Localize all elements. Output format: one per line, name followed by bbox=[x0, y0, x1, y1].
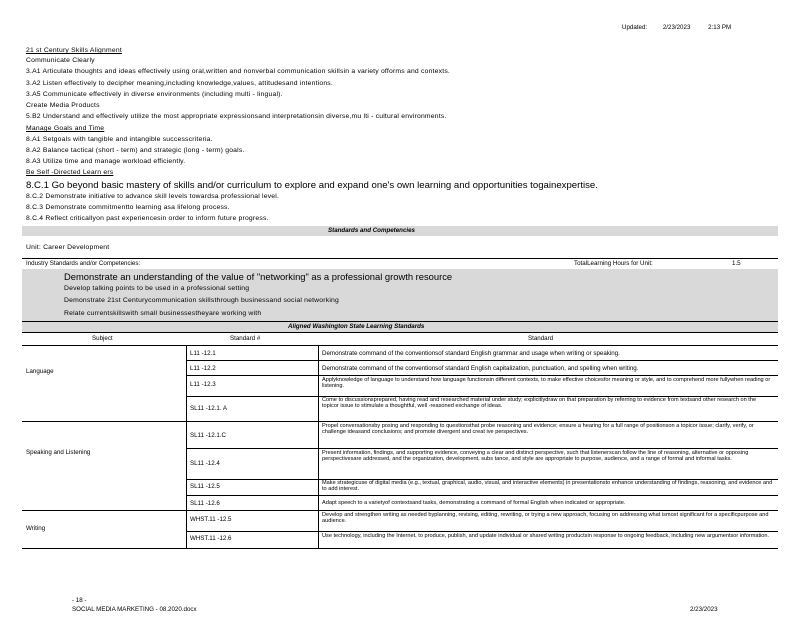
standard-text: Demonstrate command of the conventionsof standard English grammar and usage when writing or speaking. bbox=[322, 350, 620, 357]
skill-item: 8.A2 Balance tactical (short - term) and strategic (long - term) goals. bbox=[26, 147, 245, 154]
standard-text: Applyknowledge of language to understand how language functionsin different contexts, to make effective choicesfor meaning or style, and to comprehend more fullywhen reading or listening. bbox=[322, 377, 771, 390]
skill-item: 8.C.4 Reflect criticallyon past experiencesin order to inform future progress. bbox=[26, 215, 269, 222]
total-hours-label: TotalLearning Hours for Unit: bbox=[574, 260, 653, 267]
standard-code: L11 -12.3 bbox=[190, 381, 216, 388]
industry-label: Industry Standards and/or Competencies: bbox=[26, 260, 141, 267]
standard-text: Come to discussionsprepared, having read and researched material under study; explicitlydraw on that preparation by referring to evidence from textsand other research on the topicor issue to stimulate a thoughtful, well -reasoned exchange of ideas. bbox=[322, 397, 757, 410]
standard-code: SL11 -12.6 bbox=[190, 500, 220, 507]
footer-date: 2/23/2023 bbox=[690, 606, 718, 613]
communicate-heading: Communicate Clearly bbox=[26, 57, 95, 64]
table-rule bbox=[22, 332, 778, 333]
col-standard-num-header: Standard # bbox=[230, 335, 261, 342]
table-rule bbox=[22, 510, 186, 511]
subject-cell: Speaking and Listening bbox=[26, 449, 91, 456]
standard-code: WHST.11 -12.5 bbox=[190, 516, 232, 523]
table-rule bbox=[186, 495, 778, 496]
standard-code: SL11 -12.1.C bbox=[190, 432, 227, 439]
table-rule bbox=[22, 548, 778, 549]
industry-bullet: Demonstrate an understanding of the value of "networking" as a professional growth resource bbox=[64, 271, 453, 282]
skill-item: 8.A3 Utilize time and manage workload efficiently. bbox=[26, 158, 186, 165]
col-standard-header: Standard bbox=[528, 335, 554, 342]
aligned-top-rule bbox=[22, 321, 778, 322]
skill-item: 3.A2 Listen effectively to decipher meaning,including knowledge,values, attitudesand intentions. bbox=[26, 80, 333, 87]
updated-time: 2:13 PM bbox=[708, 24, 732, 31]
table-rule bbox=[22, 421, 186, 422]
standard-text: Propel conversationsby posing and responding to questionsthat probe reasoning and evidence; ensure a hearing for a full range of positionson a topicor issue; clarify, verify, or challenge ideasand conclusions; and promote divergent and creat ive perspectives. bbox=[322, 423, 754, 436]
updated-date: 2/23/2023 bbox=[662, 24, 691, 31]
standard-text: Make strategicuse of digital media (e.g., textual, graphical, audio, visual, and interactive elements) in presentationsto enhance understanding of findings, reasoning, and evidence and to add interest. bbox=[322, 480, 773, 493]
standard-code: L11 -12.1 bbox=[190, 350, 216, 357]
standard-code: SL11 -12.5 bbox=[190, 483, 220, 490]
skill-item: 8.C.3 Demonstrate commitmentto learning asa lifelong process. bbox=[26, 204, 230, 211]
standard-code: WHST.11 -12.6 bbox=[190, 535, 232, 542]
skill-item: 5.B2 Understand and effectively utilize the most appropriate expressionsand interpretationsin diverse,mu lti - cultural environments. bbox=[26, 113, 447, 120]
updated-label: Updated: bbox=[622, 24, 648, 31]
subject-cell: Language bbox=[26, 368, 54, 375]
skill-item: 3.A5 Communicate effectively in diverse environments (including multi - lingual). bbox=[26, 91, 283, 98]
industry-bullet: Develop talking points to be used in a professional setting bbox=[64, 285, 250, 292]
skill-item: 8.A1 Setgoals with tangible and intangible successcriteria. bbox=[26, 136, 213, 143]
industry-bullet: Demonstrate 21st Centurycommunication skillsthrough businessand social networking bbox=[64, 297, 339, 304]
industry-bullet: Relate currentskillswith small businessestheyare working with bbox=[64, 310, 262, 317]
table-rule bbox=[186, 421, 778, 422]
skills-title: 21 st Century Skills Alignment bbox=[26, 47, 122, 54]
col-subject-header: Subject bbox=[92, 335, 113, 342]
table-rule bbox=[186, 448, 778, 449]
footer-doc-name: SOCIAL MEDIA MARKETING - 08.2020.docx bbox=[72, 606, 197, 613]
table-rule bbox=[22, 345, 778, 346]
footer-page-number: - 18 - bbox=[72, 597, 87, 604]
standard-text: Present information, findings, and supporting evidence, conveying a clear and distinct perspective, such that listenerscan follow the line of reasoning, alternative or opposing perspectivesare addressed, and the organization, development, subs tance, and style are appropriate to purpose, audience, and a range of formal and informal tasks. bbox=[322, 450, 749, 463]
standard-code: L11 -12.2 bbox=[190, 365, 216, 372]
standard-code: SL11 -12.4 bbox=[190, 460, 220, 467]
table-rule bbox=[186, 531, 778, 532]
standard-text: Demonstrate command of the conventionsof standard English capitalization, punctuation, and spelling when writing. bbox=[322, 365, 639, 372]
standard-code: SL11 -12.1. A bbox=[190, 405, 228, 412]
skill-item: 8.C.2 Demonstrate initiative to advance skill levels towardsa professional level. bbox=[26, 193, 280, 200]
table-rule bbox=[186, 360, 778, 361]
industry-top-rule bbox=[22, 258, 778, 259]
table-rule bbox=[186, 375, 778, 376]
standards-bar-label: Standards and Competencies bbox=[328, 227, 415, 234]
standard-text: Use technology, including the Internet, to produce, publish, and update individual or shared writing productsin response to ongoing feedback, including new argumentsor information. bbox=[322, 533, 770, 539]
selfdirected-heading: Be Self -Directed Learn ers bbox=[26, 169, 114, 176]
create-heading: Create Media Products bbox=[26, 102, 100, 109]
unit-line: Unit: Career Development bbox=[26, 244, 110, 251]
table-rule bbox=[186, 510, 778, 511]
updated-stamp bbox=[622, 24, 731, 31]
standard-text: Develop and strengthen writing as needed byplanning, revising, editing, rewriting, or trying a new approach, focusing on addressing what ismost significant for a specificpurpose and audience. bbox=[322, 512, 769, 525]
manage-heading: Manage Goals and Time bbox=[26, 125, 105, 132]
aligned-bar-label: Aligned Washington State Learning Standards bbox=[288, 323, 425, 330]
subject-cell: Writing bbox=[26, 525, 46, 532]
skill-item: 3.A1 Articulate thoughts and ideas effectively using oral,written and nonverbal communication skillsin a variety offorms and contexts. bbox=[26, 68, 451, 75]
total-hours-value: 1.5 bbox=[732, 260, 741, 267]
skill-item-highlight: 8.C.1 Go beyond basic mastery of skills and/or curriculum to explore and expand one's own learning and opportunities togainexpertise. bbox=[26, 180, 598, 191]
standard-text: Adapt speech to a varietyof contextsand tasks, demonstrating a command of formal English when indicated or appropriate. bbox=[322, 500, 626, 506]
